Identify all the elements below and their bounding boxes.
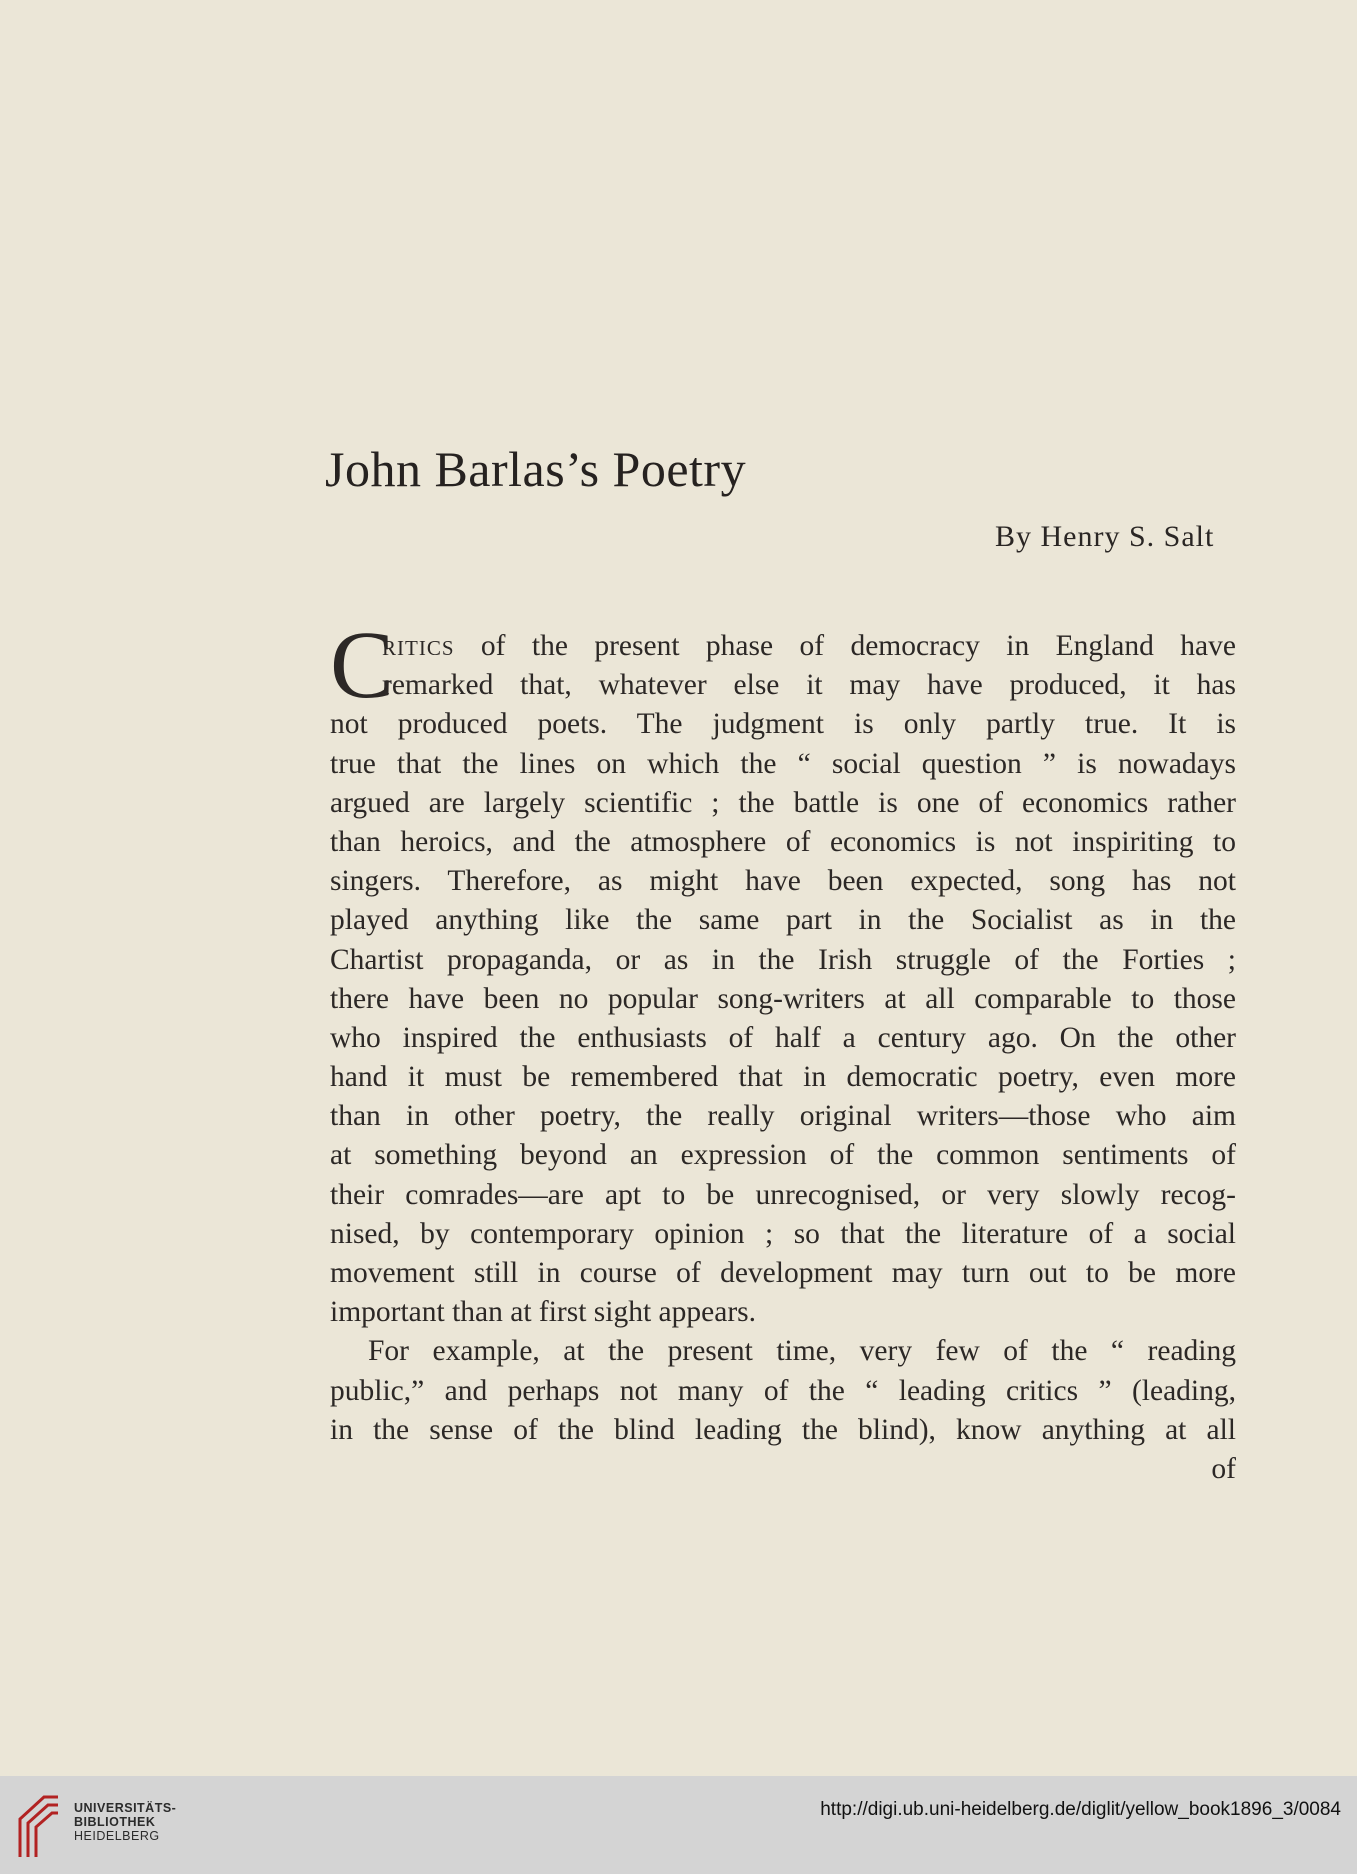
text-line: than in other poetry, the really original writers—those who aim: [330, 1100, 1236, 1133]
first-word-small-caps: ritics: [382, 630, 455, 662]
library-logo-icon: [14, 1793, 64, 1859]
text-line: played anything like the same part in the Socialist as in the: [330, 904, 1236, 937]
article-byline: By Henry S. Salt: [995, 520, 1215, 553]
library-name-line: BIBLIOTHEK: [74, 1815, 156, 1829]
paragraph-1: [330, 611, 1236, 1332]
text-line: remarked that, whatever else it may have produced, it has: [382, 669, 1236, 702]
text-line: hand it must be remembered that in democratic poetry, even more: [330, 1061, 1236, 1094]
article-body: [330, 611, 1236, 1489]
library-name-line: HEIDELBERG: [74, 1829, 160, 1843]
catchword: of: [1211, 1452, 1236, 1485]
text-line: there have been no popular song-writers at all comparable to those: [330, 982, 1236, 1015]
library-name: [74, 1801, 176, 1843]
text-line: movement still in course of development may turn out to be more: [330, 1257, 1236, 1289]
text-line: important than at first sight appears.: [330, 1296, 757, 1329]
text-line: who inspired the enthusiasts of half a century ago. On the other: [330, 1021, 1236, 1054]
text-line: true that the lines on which the “ social question ” is nowadays: [330, 747, 1236, 780]
text-line: their comrades—are apt to be unrecognised, or very slowly recog-: [330, 1178, 1236, 1211]
text-line: For example, at the present time, very few of the “ reading: [368, 1335, 1236, 1368]
text-line: not produced poets. The judgment is only partly true. It is: [330, 708, 1236, 741]
text-line: than heroics, and the atmosphere of economics is not inspiriting to: [330, 825, 1236, 858]
text-line-content: of the present phase of democracy in England have: [454, 630, 1236, 662]
article-title: John Barlas’s Poetry: [325, 441, 747, 497]
text-line: argued are largely scientific ; the battle is one of economics rather: [330, 786, 1236, 819]
viewer-footer: [0, 1776, 1357, 1874]
text-line: public,” and perhaps not many of the “ leading critics ” (leading,: [330, 1374, 1236, 1407]
text-line: Chartist propaganda, or as in the Irish struggle of the Forties ;: [330, 943, 1236, 976]
text-line: in the sense of the blind leading the blind), know anything at all: [330, 1413, 1236, 1446]
library-name-line: UNIVERSITÄTS-: [74, 1801, 177, 1815]
text-line: [330, 627, 1236, 666]
text-line: at something beyond an expression of the common sentiments of: [330, 1139, 1236, 1172]
text-line: singers. Therefore, as might have been expected, song has not: [330, 865, 1236, 898]
permalink-url[interactable]: http://digi.ub.uni-heidelberg.de/diglit/yellow_book1896_3/0084: [820, 1799, 1341, 1820]
text-line: nised, by contemporary opinion ; so that the literature of a social: [330, 1217, 1236, 1250]
drop-cap: C: [330, 611, 395, 718]
paragraph-2: [330, 1332, 1236, 1489]
